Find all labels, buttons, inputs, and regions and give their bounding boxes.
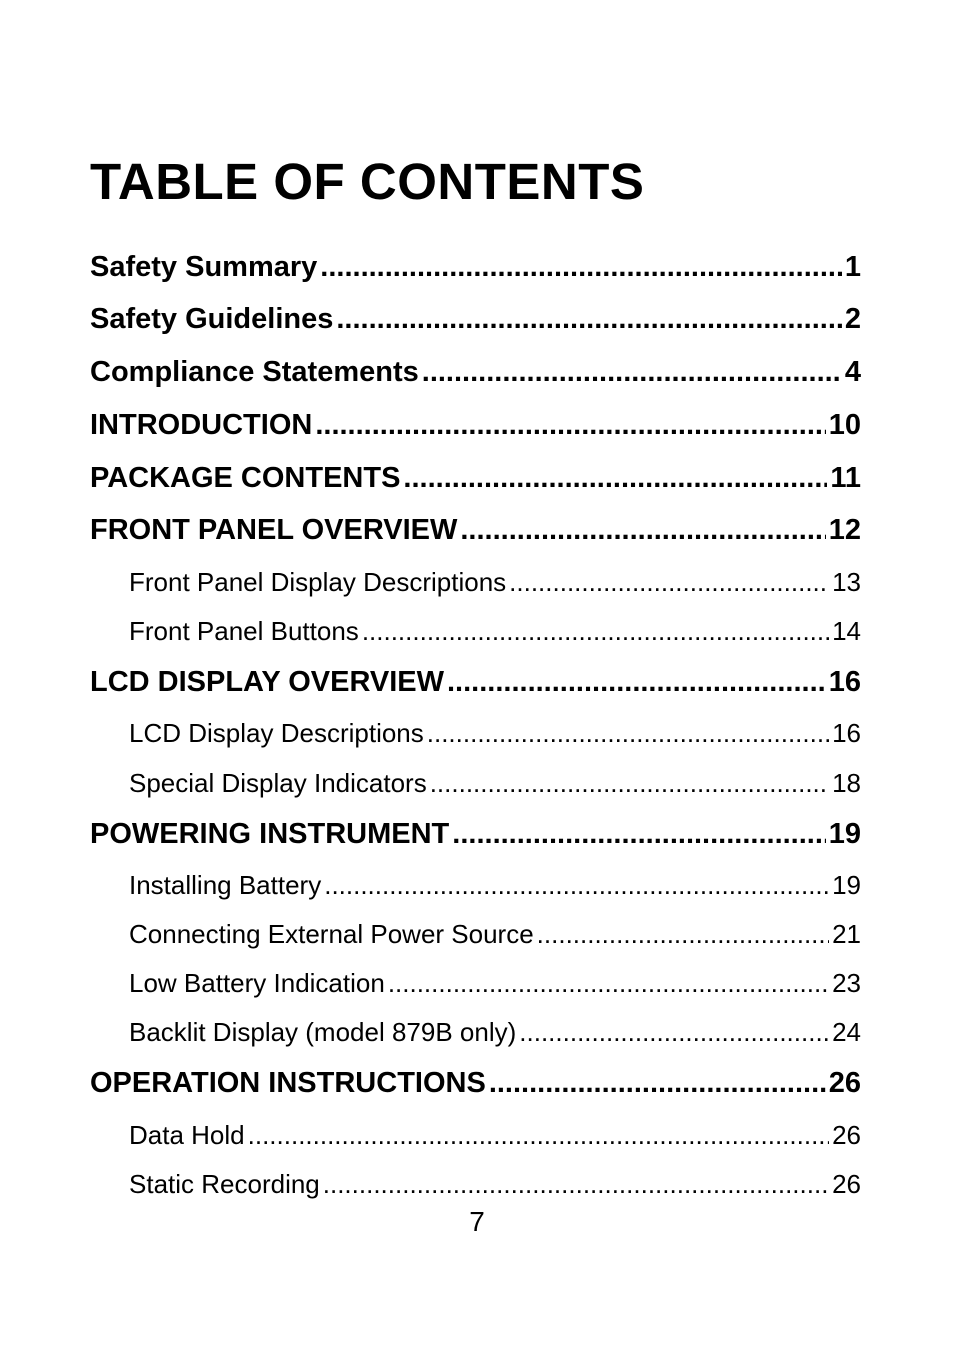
toc-entry-page: 2 [844, 303, 861, 335]
toc-entry-safety-guidelines[interactable] [90, 299, 861, 339]
dot-leader [427, 715, 829, 751]
toc-entry-label: OPERATION INSTRUCTIONS [90, 1067, 486, 1099]
dot-leader [324, 867, 829, 903]
toc-entry-page: 14 [832, 616, 861, 646]
toc-entry-label: Safety Summary [90, 251, 318, 283]
toc-entry-front-panel-buttons[interactable] [129, 613, 861, 649]
toc-entry-page: 13 [832, 567, 861, 597]
toc-entry-label: Data Hold [129, 1120, 245, 1150]
toc-entry-data-hold[interactable] [129, 1117, 861, 1153]
dot-leader [362, 613, 829, 649]
toc-entry-label: Front Panel Display Descriptions [129, 567, 507, 597]
toc-entry-lcd-display-descriptions[interactable] [129, 715, 861, 751]
toc-entry-special-display-indicators[interactable] [129, 765, 861, 801]
dot-leader [388, 965, 829, 1001]
toc-entry-introduction[interactable] [90, 405, 861, 445]
toc-entry-label: FRONT PANEL OVERVIEW [90, 514, 458, 546]
toc-entry-static-recording[interactable] [129, 1166, 861, 1202]
toc-entry-label: Special Display Indicators [129, 768, 427, 798]
dot-leader [509, 564, 829, 600]
dot-leader [430, 765, 829, 801]
dot-leader [323, 1166, 829, 1202]
toc-entry-connecting-external-power-source[interactable] [129, 916, 861, 952]
toc-entry-page: 10 [828, 409, 861, 441]
dot-leader [315, 405, 825, 445]
toc-entry-label: Front Panel Buttons [129, 616, 359, 646]
toc-entry-label: Static Recording [129, 1169, 320, 1199]
toc-entry-page: 26 [828, 1067, 861, 1099]
dot-leader [320, 247, 842, 287]
toc-entry-page: 1 [844, 251, 861, 283]
dot-leader [460, 510, 825, 550]
toc-entry-label: Backlit Display (model 879B only) [129, 1017, 517, 1047]
dot-leader [336, 299, 842, 339]
toc-entry-package-contents[interactable] [90, 458, 861, 498]
toc-entry-safety-summary[interactable] [90, 247, 861, 287]
toc-entry-label: Safety Guidelines [90, 303, 334, 335]
toc-entry-label: Compliance Statements [90, 356, 419, 388]
toc-entry-backlit-display[interactable] [129, 1014, 861, 1050]
toc-entry-page: 19 [828, 818, 861, 850]
toc-entry-label: POWERING INSTRUMENT [90, 818, 450, 850]
page-number: 7 [469, 1206, 485, 1237]
page-title: TABLE OF CONTENTS [90, 153, 645, 210]
toc-entry-page: 21 [832, 919, 861, 949]
toc-entry-label: LCD DISPLAY OVERVIEW [90, 666, 444, 698]
toc-entry-page: 24 [832, 1017, 861, 1047]
toc-entry-low-battery-indication[interactable] [129, 965, 861, 1001]
toc-entry-label: LCD Display Descriptions [129, 718, 424, 748]
toc-entry-page: 16 [828, 666, 861, 698]
toc-entry-page: 11 [830, 462, 861, 494]
dot-leader [537, 916, 829, 952]
toc-entry-page: 18 [832, 768, 861, 798]
toc-entry-label: PACKAGE CONTENTS [90, 462, 401, 494]
toc-entry-powering-instrument[interactable] [90, 814, 861, 854]
toc-entry-installing-battery[interactable] [129, 867, 861, 903]
toc-entry-front-panel-overview[interactable] [90, 510, 861, 550]
toc-entry-page: 16 [832, 718, 861, 748]
dot-leader [519, 1014, 829, 1050]
toc-entry-operation-instructions[interactable] [90, 1063, 861, 1103]
toc-entry-page: 19 [832, 870, 861, 900]
toc-entry-lcd-display-overview[interactable] [90, 662, 861, 702]
dot-leader [452, 814, 825, 854]
dot-leader [447, 662, 826, 702]
dot-leader [403, 458, 827, 498]
dot-leader [248, 1117, 829, 1153]
toc-entry-page: 23 [832, 968, 861, 998]
dot-leader [422, 352, 842, 392]
toc-entry-front-panel-display-descriptions[interactable] [129, 564, 861, 600]
toc-entry-page: 4 [844, 356, 861, 388]
toc-entry-page: 26 [832, 1169, 861, 1199]
toc-entry-label: INTRODUCTION [90, 409, 313, 441]
toc-entry-page: 26 [832, 1120, 861, 1150]
dot-leader [489, 1063, 826, 1103]
toc-entry-label: Low Battery Indication [129, 968, 385, 998]
toc-entry-label: Installing Battery [129, 870, 322, 900]
toc-entry-page: 12 [828, 514, 861, 546]
toc-entry-label: Connecting External Power Source [129, 919, 534, 949]
toc-entry-compliance-statements[interactable] [90, 352, 861, 392]
